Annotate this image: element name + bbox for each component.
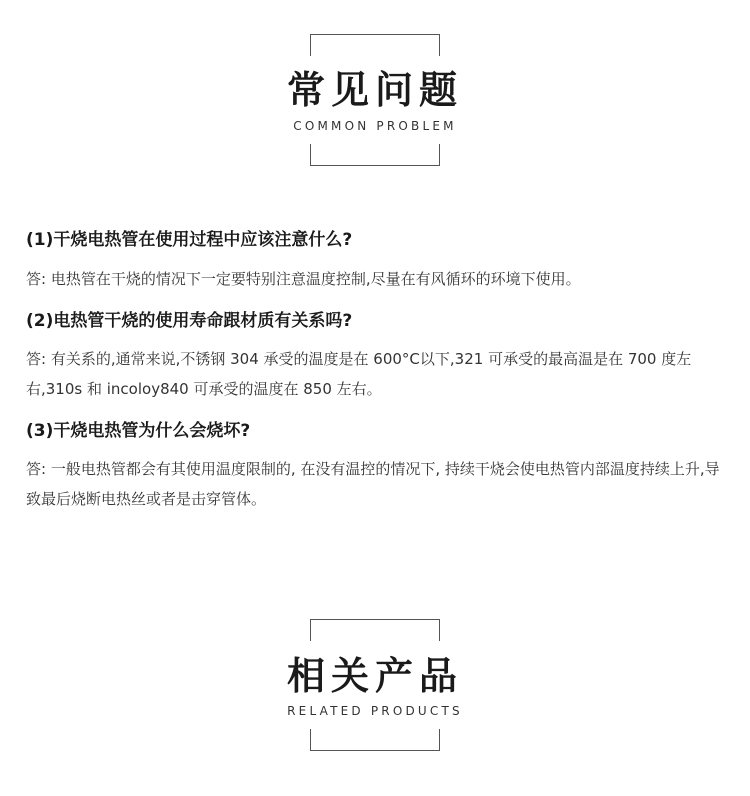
- products-heading-bracket-bottom: [310, 729, 440, 751]
- products-subtitle: RELATED PRODUCTS: [287, 704, 463, 718]
- faq-heading-bracket-bottom: [310, 144, 440, 166]
- faq-answer-1: 答: 电热管在干烧的情况下一定要特别注意温度控制,尽量在有风循环的环境下使用。: [26, 270, 581, 288]
- faq-question-2: (2)电热管干烧的使用寿命跟材质有关系吗?: [26, 311, 353, 331]
- faq-heading-bracket-top: [310, 34, 440, 56]
- faq-question-3: (3)干烧电热管为什么会烧坏?: [26, 421, 251, 441]
- products-title: 相关产品: [286, 654, 463, 698]
- faq-answer-3: 答: 一般电热管都会有其使用温度限制的, 在没有温控的情况下, 持续干烧会使电热管内部温度持续上升,导致最后烧断电热丝或者是击穿管体。: [26, 460, 720, 508]
- faq-answer-2: 答: 有关系的,通常来说,不锈钢 304 承受的温度是在 600°C以下,321 可承受的最高温是在 700 度左右,310s 和 incoloy840 可承受的温度在 850 左右。: [26, 350, 692, 398]
- faq-subtitle: COMMON PROBLEM: [293, 119, 457, 133]
- faq-title: 常见问题: [286, 68, 463, 112]
- faq-question-1: (1)干烧电热管在使用过程中应该注意什么?: [26, 230, 353, 250]
- products-heading-bracket-top: [310, 619, 440, 641]
